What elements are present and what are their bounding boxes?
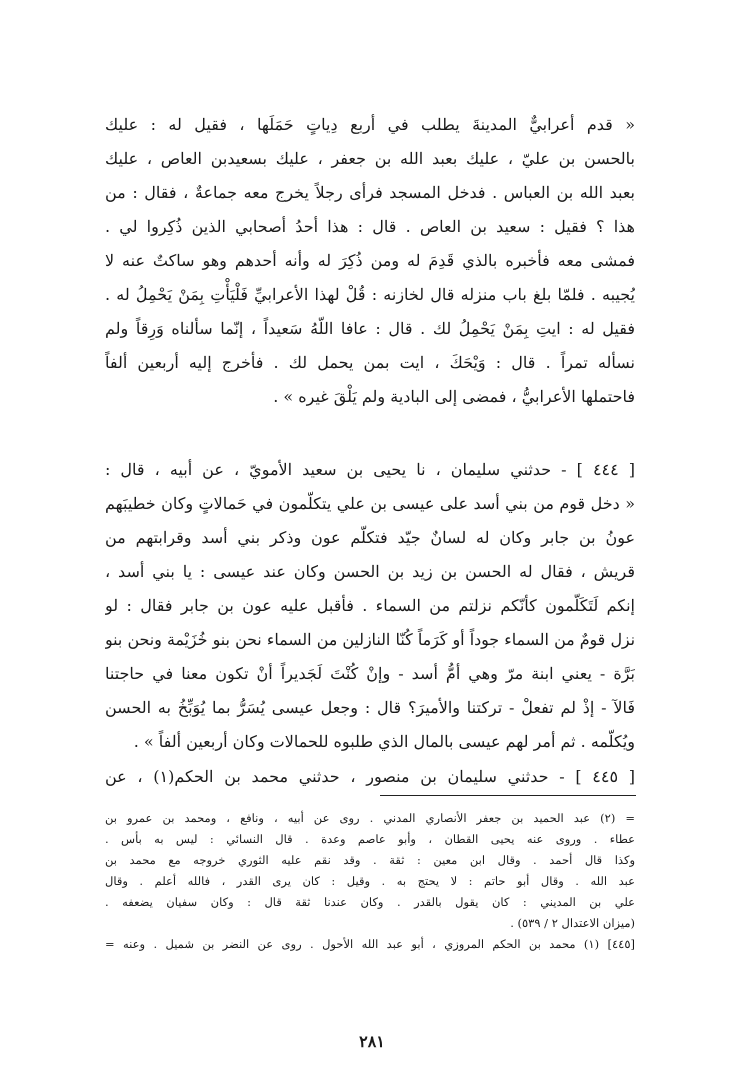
text-line: عونُ بن جابر وكان له لسانٌ جيّد فتكلّم عون وذكر بني أسد وقرابتهم من xyxy=(105,528,635,547)
text-line: يُجيبه . فلمّا بلغ باب منزله قال لخازنه : قُلْ لهذا الأعرابيِّ فَلْيَأْتِ بِمَنْ يَحْمِلُ له . xyxy=(105,285,635,304)
footnote-line: عطاء . وروى عنه يحيى القطان ، وأبو عاصم وعدة . قال النسائي : ليس به بأس . xyxy=(105,832,635,846)
text-line: نسأله تمراً . قال : وَيْحَكَ ، ايت بمن يحمل لك . فأخرج إليه أربعين ألفاً xyxy=(105,353,635,372)
main-passage xyxy=(105,108,635,414)
page-number: ٢٨١ xyxy=(359,1032,385,1051)
text-line: هذا ؟ فقيل : سعيد بن العاص . قال : هذا أحدُ أصحابي الذين ذُكِروا لي . xyxy=(105,217,635,236)
text-line: « قدم أعرابيٌّ المدينةَ يطلب في أربع دِياتٍ حَمَلَها ، فقيل له : عليك xyxy=(105,115,635,134)
text-line: نزل قومٌ من السماء جوداً أو كَرَماً كُنّا النازلين من السماء نحن بنو خُزَيْمة ونحن بنو xyxy=(105,630,635,649)
passage-445 xyxy=(105,760,635,794)
text-line: إنكم لَتَكَلّمون كأنّكم نزلتم من السماء . فأقبل عليه عون بن جابر فقال : لو xyxy=(105,596,635,615)
footnote-divider xyxy=(380,795,636,796)
footnote-line: = (٢) عبد الحميد بن جعفر الأنصاري المدني . روى عن أبيه ، ونافع ، ومحمد بن عمرو بن xyxy=(105,811,635,825)
text-line: « دخل قوم من بني أسد على عيسى بن علي يتكلّمون في حَمالاتٍ وكان خطيبَهم xyxy=(105,494,635,513)
footnotes xyxy=(105,808,635,955)
passage-444 xyxy=(105,453,635,759)
footnote-line: وكذا قال أحمد . وقال ابن معين : ثقة . وقد نقم عليه الثوري خروجه مع محمد بن xyxy=(105,853,635,867)
footnote-line: عبد الله . وقال أبو حاتم : لا يحتج به . وقيل : كان يرى القدر ، فالله أعلم . وقال xyxy=(105,874,635,888)
footnote-line: علي بن المديني : كان يقول بالقدر . وكان عندنا ثقة قال : وكان سفيان يضعفه . xyxy=(105,895,635,909)
passage-heading: [ ٤٤٤ ] - حدثني سليمان ، نا يحيى بن سعيد الأمويّ ، عن أبيه ، قال : xyxy=(105,460,635,479)
footnote-line: [٤٤٥] (١) محمد بن الحكم المروزي ، أبو عبد الله الأحول . روى عن النضر بن شميل . وعنه = xyxy=(105,937,635,951)
text-line: ويُكلّمه . ثم أمر لهم عيسى بالمال الذي طلبوه للحمالات وكان أربعين ألفاً » . xyxy=(133,732,635,751)
text-line: بعبد الله بن العباس . فدخل المسجد فرأى رجلاً يخرج معه جماعةٌ ، فقال : من xyxy=(105,183,635,202)
text-line: فقيل له : ايتِ بِمَنْ يَحْمِلُ لك . قال : عافا اللّهُ سَعيداً ، إنّما سألناه وَرِقاً ولم xyxy=(105,319,635,338)
text-line: بالحسن بن عليّ ، عليك بعبد الله بن جعفر ، عليك بسعيدبن العاص ، عليك xyxy=(105,149,635,168)
passage-heading: [ ٤٤٥ ] - حدثني سليمان بن منصور ، حدثني محمد بن الحكم(١) ، عن xyxy=(105,767,635,786)
text-line: فَالآ - إذْ لم تفعلْ - تركتنا والأميرَ؟ قال : وجعل عيسى يُسَرُّ بما يُوَبِّخُ به الحسن xyxy=(105,698,635,717)
footnote-line: (ميزان الاعتدال ٢ / ٥٣٩) . xyxy=(510,916,635,930)
text-line: قريش ، فقال له الحسن بن زيد بن الحسن وكان عند عيسى : يا بني أسد ، xyxy=(105,562,635,581)
text-line: بَرَّة - يعني ابنة مرّ وهي أمُّ أسد - وإنْ كُنْتَ لَجَديراً أنْ تكون معنا في حاجتنا xyxy=(105,664,635,683)
text-line: فمشى معه فأخبره بالذي قَدِمَ له ومن ذُكِرَ له وأنه أحدهم وهو ساكتٌ عنه لا xyxy=(105,251,635,270)
text-line: فاحتملها الأعرابيُّ ، فمضى إلى البادية ولم يَلْقَ غيره » . xyxy=(273,387,635,406)
